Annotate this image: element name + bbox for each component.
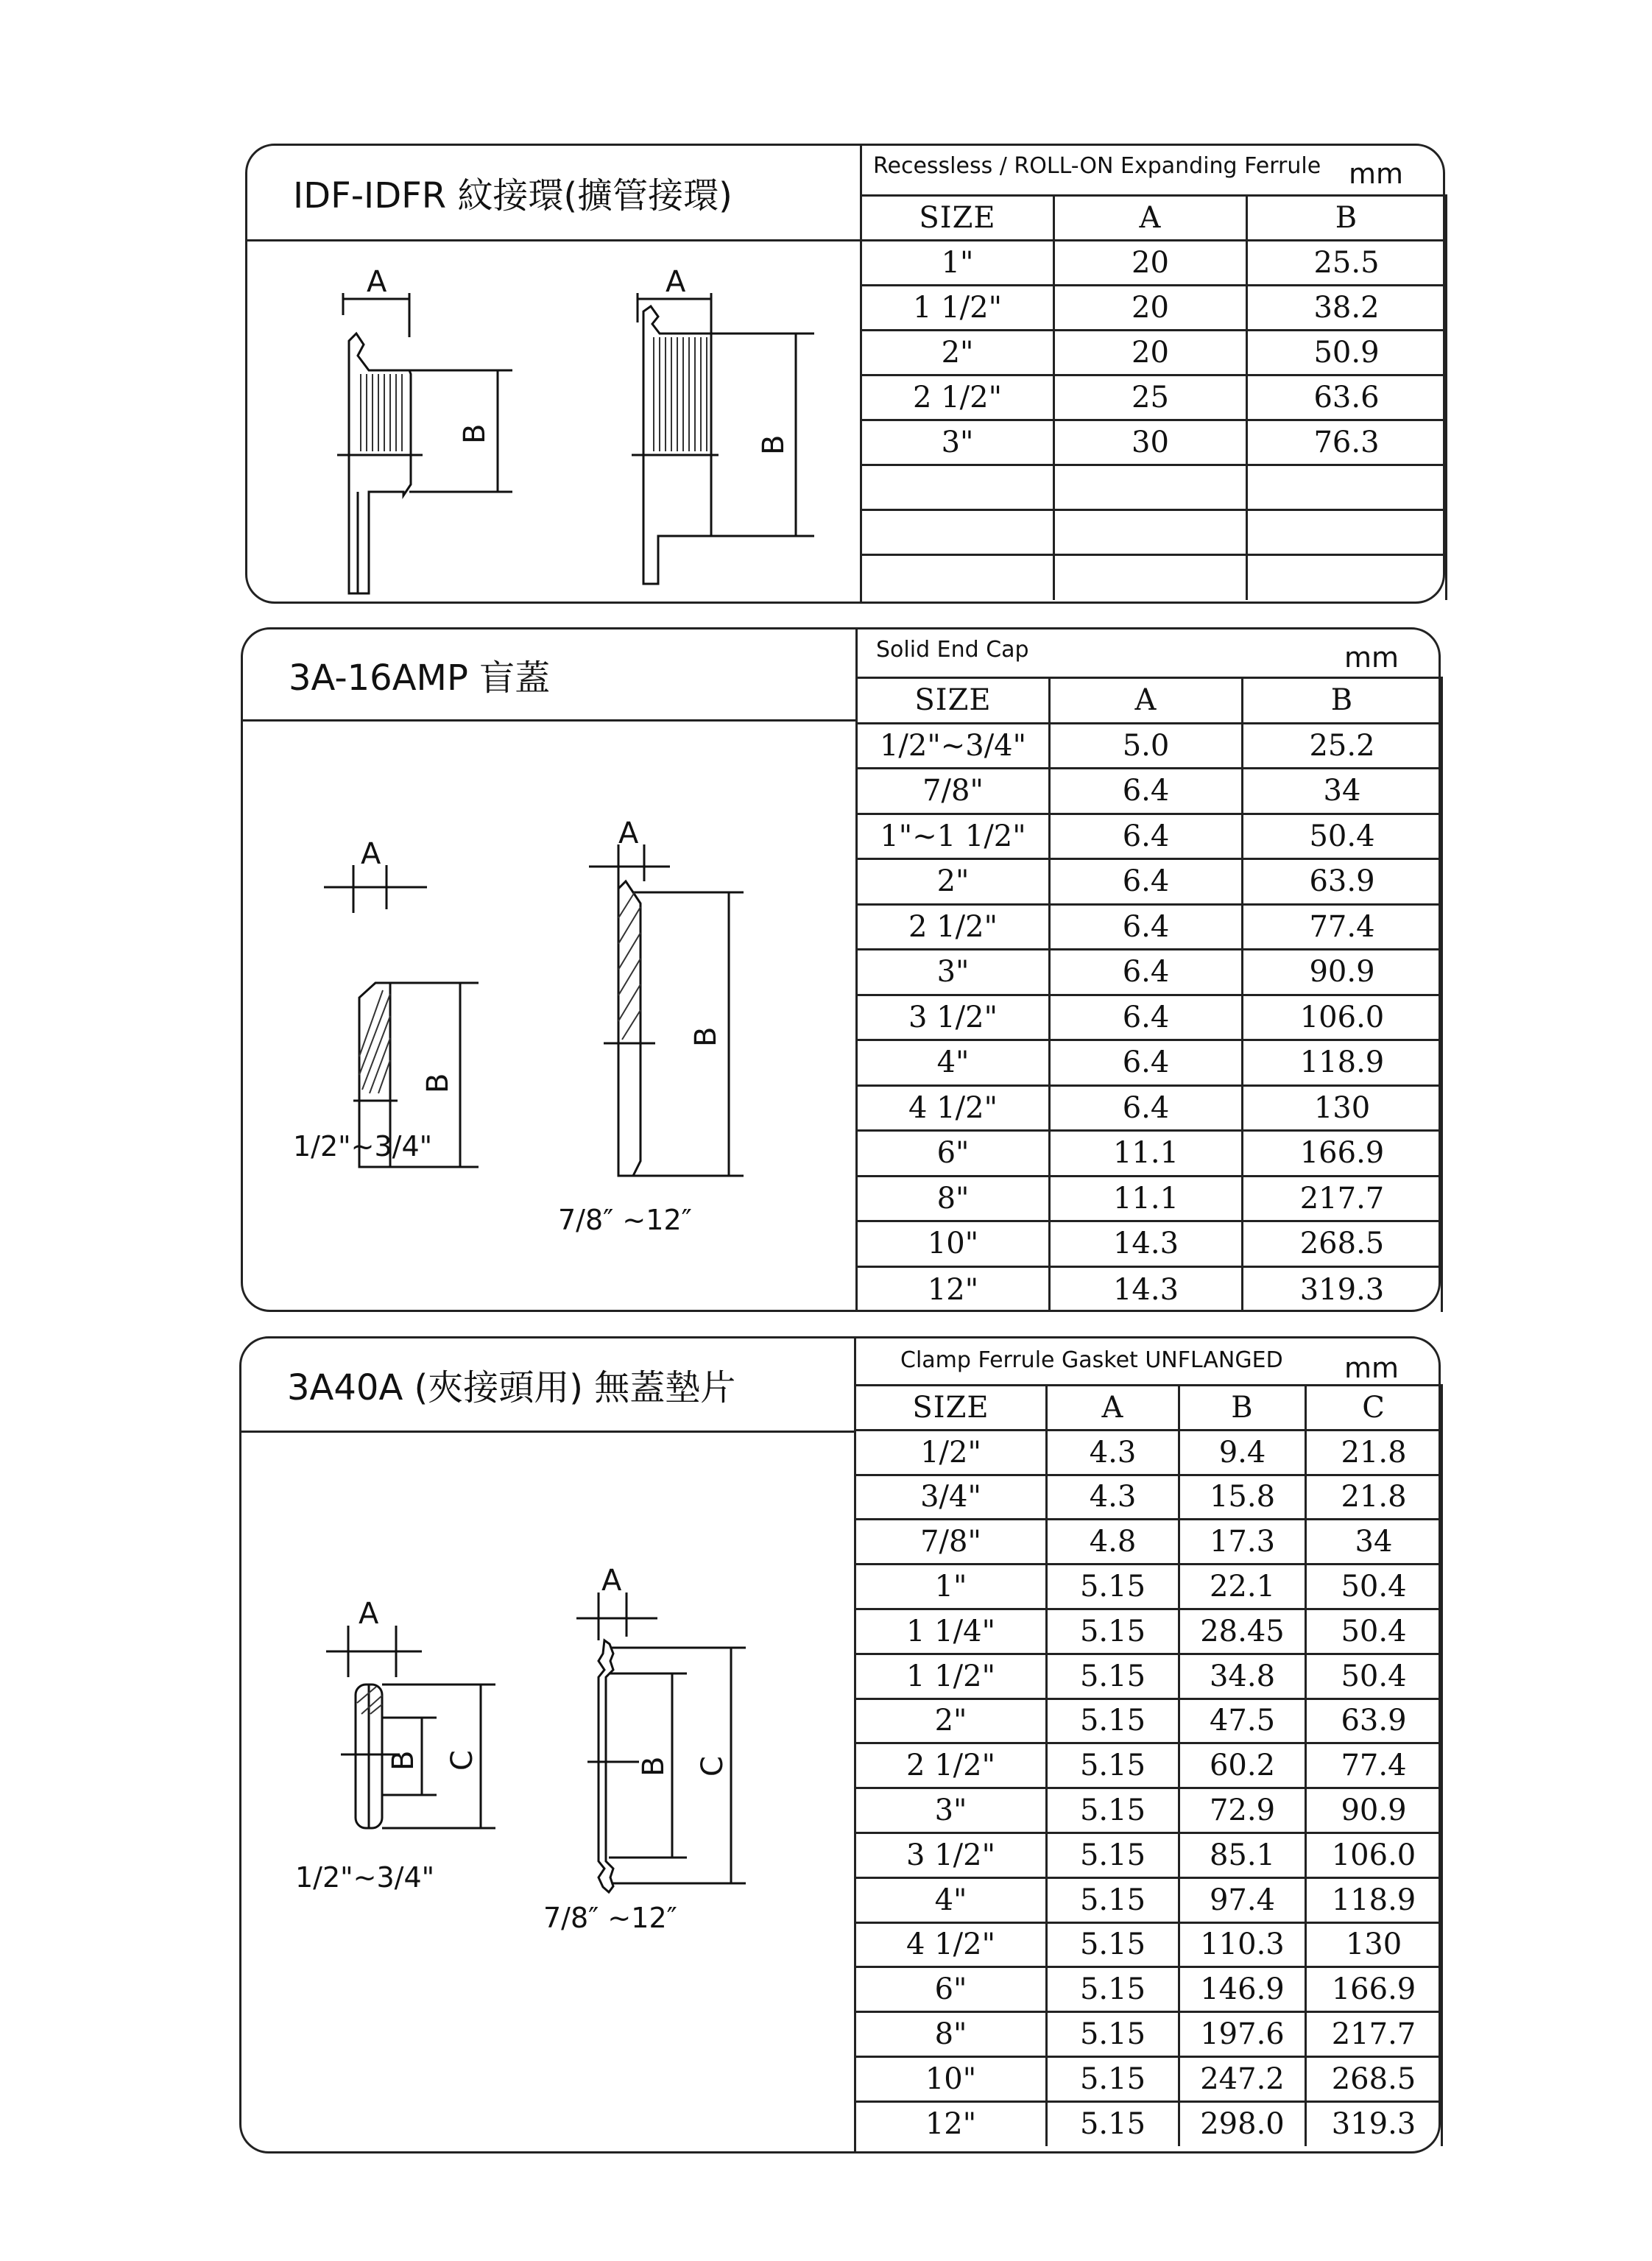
value-cell: 6.4 bbox=[1050, 814, 1243, 859]
value-cell: 5.15 bbox=[1047, 1699, 1179, 1743]
value-cell: 146.9 bbox=[1179, 1967, 1306, 2012]
table-row bbox=[855, 1833, 1442, 1877]
table-row bbox=[855, 1788, 1442, 1833]
value-cell: 5.15 bbox=[1047, 1743, 1179, 1788]
spec-table bbox=[854, 1384, 1443, 2146]
size-cell: 7/8" bbox=[855, 1520, 1047, 1565]
unit-label: mm bbox=[1344, 1352, 1399, 1384]
column-header: B bbox=[1247, 196, 1447, 241]
value-cell: 63.9 bbox=[1306, 1699, 1442, 1743]
size-cell: 1" bbox=[855, 1565, 1047, 1609]
size-cell: 1 1/4" bbox=[855, 1609, 1047, 1654]
table-row bbox=[855, 1967, 1442, 2012]
dim-label-a: A bbox=[618, 816, 639, 850]
value-cell: 22.1 bbox=[1179, 1565, 1306, 1609]
size-cell: 10" bbox=[855, 2056, 1047, 2101]
table-row bbox=[861, 510, 1447, 555]
value-cell: 166.9 bbox=[1243, 1131, 1442, 1177]
value-cell: 130 bbox=[1306, 1922, 1442, 1967]
value-cell: 5.15 bbox=[1047, 1788, 1179, 1833]
value-cell: 11.1 bbox=[1050, 1131, 1243, 1177]
table-row bbox=[861, 465, 1447, 510]
value-cell: 118.9 bbox=[1306, 1877, 1442, 1922]
value-cell: 90.9 bbox=[1243, 950, 1442, 995]
value-cell: 15.8 bbox=[1179, 1475, 1306, 1520]
table-row bbox=[857, 859, 1442, 905]
column-header: B bbox=[1243, 678, 1442, 724]
value-cell bbox=[1054, 555, 1247, 600]
dim-label-b: B bbox=[757, 434, 791, 455]
value-cell: 4.3 bbox=[1047, 1475, 1179, 1520]
table-row bbox=[861, 241, 1447, 286]
value-cell: 77.4 bbox=[1306, 1743, 1442, 1788]
drawing-caption: 7/8″ ~12″ bbox=[543, 1902, 677, 1934]
value-cell: 76.3 bbox=[1247, 420, 1447, 465]
column-header: SIZE bbox=[861, 196, 1054, 241]
value-cell: 25.2 bbox=[1243, 723, 1442, 769]
table-row bbox=[861, 375, 1447, 420]
value-cell: 72.9 bbox=[1179, 1788, 1306, 1833]
value-cell: 38.2 bbox=[1247, 286, 1447, 331]
value-cell bbox=[1054, 510, 1247, 555]
table-row bbox=[857, 1176, 1442, 1221]
value-cell: 5.15 bbox=[1047, 1967, 1179, 2012]
size-cell: 1" bbox=[861, 241, 1054, 286]
table-row bbox=[855, 1565, 1442, 1609]
value-cell: 217.7 bbox=[1243, 1176, 1442, 1221]
gasket-drawing-large bbox=[576, 1564, 797, 1905]
size-cell: 4 1/2" bbox=[857, 1085, 1050, 1131]
value-cell: 63.9 bbox=[1243, 859, 1442, 905]
value-cell: 6.4 bbox=[1050, 859, 1243, 905]
value-cell: 50.9 bbox=[1247, 331, 1447, 375]
size-cell bbox=[861, 510, 1054, 555]
value-cell: 20 bbox=[1054, 331, 1247, 375]
section-idf-idfr bbox=[245, 144, 1445, 604]
table-row bbox=[857, 1085, 1442, 1131]
value-cell: 20 bbox=[1054, 241, 1247, 286]
value-cell: 5.0 bbox=[1050, 723, 1243, 769]
value-cell: 21.8 bbox=[1306, 1475, 1442, 1520]
dim-label-a: A bbox=[361, 837, 381, 871]
value-cell bbox=[1054, 465, 1247, 510]
value-cell: 130 bbox=[1243, 1085, 1442, 1131]
value-cell: 97.4 bbox=[1179, 1877, 1306, 1922]
value-cell: 5.15 bbox=[1047, 1922, 1179, 1967]
table-row bbox=[857, 1221, 1442, 1267]
dim-label-c: C bbox=[696, 1756, 730, 1777]
table-row bbox=[857, 950, 1442, 995]
dim-label-b: B bbox=[689, 1026, 723, 1047]
value-cell: 217.7 bbox=[1306, 2012, 1442, 2057]
table-row bbox=[857, 769, 1442, 814]
size-cell: 3/4" bbox=[855, 1475, 1047, 1520]
value-cell: 5.15 bbox=[1047, 1833, 1179, 1877]
table-caption: Clamp Ferrule Gasket UNFLANGED bbox=[900, 1347, 1283, 1373]
section-title-bar bbox=[247, 146, 862, 241]
unit-label: mm bbox=[1348, 158, 1403, 190]
size-cell: 4" bbox=[855, 1877, 1047, 1922]
table-row bbox=[861, 555, 1447, 600]
dim-label-c: C bbox=[445, 1750, 479, 1771]
value-cell: 5.15 bbox=[1047, 2101, 1179, 2146]
table-row bbox=[855, 2012, 1442, 2057]
value-cell: 50.4 bbox=[1306, 1609, 1442, 1654]
size-cell: 3" bbox=[857, 950, 1050, 995]
value-cell: 6.4 bbox=[1050, 995, 1243, 1040]
value-cell bbox=[1247, 465, 1447, 510]
table-row bbox=[855, 1520, 1442, 1565]
section-title-bar bbox=[243, 629, 858, 722]
value-cell: 25 bbox=[1054, 375, 1247, 420]
ferrule-drawing-small bbox=[343, 265, 534, 588]
size-cell: 2 1/2" bbox=[861, 375, 1054, 420]
drawing-caption: 7/8″ ~12″ bbox=[558, 1204, 692, 1236]
dim-label-a: A bbox=[666, 265, 686, 299]
value-cell: 14.3 bbox=[1050, 1266, 1243, 1312]
drawing-caption: 1/2"~3/4" bbox=[295, 1861, 435, 1894]
table-caption: Solid End Cap bbox=[876, 637, 1029, 663]
value-cell: 50.4 bbox=[1306, 1565, 1442, 1609]
value-cell: 34 bbox=[1243, 769, 1442, 814]
value-cell: 110.3 bbox=[1179, 1922, 1306, 1967]
value-cell: 63.6 bbox=[1247, 375, 1447, 420]
value-cell: 5.15 bbox=[1047, 1565, 1179, 1609]
drawing-caption: 1/2"~3/4" bbox=[293, 1130, 433, 1163]
value-cell: 34 bbox=[1306, 1520, 1442, 1565]
size-cell: 6" bbox=[855, 1967, 1047, 2012]
spec-table bbox=[855, 677, 1443, 1312]
size-cell: 3 1/2" bbox=[857, 995, 1050, 1040]
table-row bbox=[857, 814, 1442, 859]
size-cell bbox=[861, 465, 1054, 510]
size-cell: 3 1/2" bbox=[855, 1833, 1047, 1877]
table-row bbox=[857, 723, 1442, 769]
value-cell: 85.1 bbox=[1179, 1833, 1306, 1877]
table-caption: Recessless / ROLL-ON Expanding Ferrule bbox=[873, 153, 1321, 179]
gasket-drawing-small bbox=[326, 1597, 547, 1887]
size-cell: 3" bbox=[855, 1788, 1047, 1833]
ferrule-drawing-large bbox=[638, 265, 858, 588]
size-cell: 12" bbox=[855, 2101, 1047, 2146]
value-cell: 20 bbox=[1054, 286, 1247, 331]
table-header-row bbox=[857, 678, 1442, 724]
value-cell: 4.8 bbox=[1047, 1520, 1179, 1565]
size-cell: 7/8" bbox=[857, 769, 1050, 814]
size-cell: 1"~1 1/2" bbox=[857, 814, 1050, 859]
value-cell: 106.0 bbox=[1306, 1833, 1442, 1877]
table-row bbox=[861, 286, 1447, 331]
column-header: SIZE bbox=[857, 678, 1050, 724]
end-cap-drawing-large bbox=[589, 816, 810, 1191]
size-cell: 8" bbox=[857, 1176, 1050, 1221]
column-header: A bbox=[1054, 196, 1247, 241]
value-cell: 77.4 bbox=[1243, 904, 1442, 950]
size-cell: 8" bbox=[855, 2012, 1047, 2057]
dim-label-a: A bbox=[359, 1597, 379, 1631]
section-title: 3A40A (夾接頭用) 無蓋墊片 bbox=[287, 1367, 736, 1408]
dim-label-a: A bbox=[367, 265, 387, 299]
value-cell: 5.15 bbox=[1047, 2056, 1179, 2101]
section-title: 3A-16AMP 盲蓋 bbox=[289, 657, 551, 699]
spec-table bbox=[860, 194, 1447, 600]
value-cell: 268.5 bbox=[1306, 2056, 1442, 2101]
size-cell: 4 1/2" bbox=[855, 1922, 1047, 1967]
table-row bbox=[855, 1609, 1442, 1654]
size-cell: 4" bbox=[857, 1040, 1050, 1086]
value-cell: 90.9 bbox=[1306, 1788, 1442, 1833]
value-cell: 6.4 bbox=[1050, 1085, 1243, 1131]
value-cell: 5.15 bbox=[1047, 2012, 1179, 2057]
value-cell: 5.15 bbox=[1047, 1877, 1179, 1922]
table-row bbox=[855, 1654, 1442, 1699]
value-cell: 319.3 bbox=[1243, 1266, 1442, 1312]
value-cell: 17.3 bbox=[1179, 1520, 1306, 1565]
table-row bbox=[855, 1699, 1442, 1743]
size-cell: 6" bbox=[857, 1131, 1050, 1177]
value-cell: 34.8 bbox=[1179, 1654, 1306, 1699]
table-row bbox=[857, 1131, 1442, 1177]
table-row bbox=[857, 995, 1442, 1040]
size-cell: 12" bbox=[857, 1266, 1050, 1312]
value-cell: 25.5 bbox=[1247, 241, 1447, 286]
size-cell: 3" bbox=[861, 420, 1054, 465]
end-cap-drawing-small bbox=[324, 837, 545, 1152]
value-cell: 166.9 bbox=[1306, 1967, 1442, 2012]
section-title: IDF-IDFR 紋接環(擴管接環) bbox=[293, 175, 733, 216]
value-cell: 4.3 bbox=[1047, 1430, 1179, 1475]
dim-label-b: B bbox=[458, 423, 492, 444]
value-cell: 50.4 bbox=[1243, 814, 1442, 859]
value-cell: 6.4 bbox=[1050, 904, 1243, 950]
dim-label-b: B bbox=[637, 1756, 671, 1777]
dim-label-b: B bbox=[386, 1750, 420, 1771]
table-row bbox=[857, 1266, 1442, 1312]
table-row bbox=[855, 1743, 1442, 1788]
table-row bbox=[857, 1040, 1442, 1086]
size-cell: 2 1/2" bbox=[855, 1743, 1047, 1788]
value-cell: 6.4 bbox=[1050, 1040, 1243, 1086]
size-cell: 2" bbox=[855, 1699, 1047, 1743]
column-header: C bbox=[1306, 1386, 1442, 1431]
section-3a40a bbox=[239, 1336, 1441, 2154]
value-cell: 9.4 bbox=[1179, 1430, 1306, 1475]
value-cell: 60.2 bbox=[1179, 1743, 1306, 1788]
value-cell: 47.5 bbox=[1179, 1699, 1306, 1743]
value-cell: 197.6 bbox=[1179, 2012, 1306, 2057]
value-cell: 106.0 bbox=[1243, 995, 1442, 1040]
size-cell: 2" bbox=[857, 859, 1050, 905]
column-header: A bbox=[1047, 1386, 1179, 1431]
dim-label-a: A bbox=[601, 1564, 622, 1598]
value-cell bbox=[1247, 510, 1447, 555]
value-cell: 28.45 bbox=[1179, 1609, 1306, 1654]
table-row bbox=[857, 904, 1442, 950]
value-cell bbox=[1247, 555, 1447, 600]
value-cell: 6.4 bbox=[1050, 769, 1243, 814]
size-cell: 1 1/2" bbox=[855, 1654, 1047, 1699]
size-cell: 1/2" bbox=[855, 1430, 1047, 1475]
value-cell: 298.0 bbox=[1179, 2101, 1306, 2146]
table-row bbox=[855, 1922, 1442, 1967]
table-row bbox=[855, 1475, 1442, 1520]
table-row bbox=[855, 2101, 1442, 2146]
table-row bbox=[861, 331, 1447, 375]
column-header: B bbox=[1179, 1386, 1306, 1431]
size-cell: 1/2"~3/4" bbox=[857, 723, 1050, 769]
value-cell: 14.3 bbox=[1050, 1221, 1243, 1267]
value-cell: 5.15 bbox=[1047, 1654, 1179, 1699]
value-cell: 21.8 bbox=[1306, 1430, 1442, 1475]
column-header: SIZE bbox=[855, 1386, 1047, 1431]
size-cell: 2 1/2" bbox=[857, 904, 1050, 950]
table-header-row bbox=[855, 1386, 1442, 1431]
size-cell: 10" bbox=[857, 1221, 1050, 1267]
size-cell bbox=[861, 555, 1054, 600]
table-row bbox=[855, 2056, 1442, 2101]
table-row bbox=[861, 420, 1447, 465]
size-cell: 1 1/2" bbox=[861, 286, 1054, 331]
value-cell: 6.4 bbox=[1050, 950, 1243, 995]
table-caption-bar bbox=[876, 637, 1443, 681]
value-cell: 268.5 bbox=[1243, 1221, 1442, 1267]
table-row bbox=[855, 1877, 1442, 1922]
value-cell: 11.1 bbox=[1050, 1176, 1243, 1221]
table-header-row bbox=[861, 196, 1447, 241]
value-cell: 30 bbox=[1054, 420, 1247, 465]
size-cell: 2" bbox=[861, 331, 1054, 375]
value-cell: 319.3 bbox=[1306, 2101, 1442, 2146]
value-cell: 118.9 bbox=[1243, 1040, 1442, 1086]
section-3a-16amp bbox=[241, 627, 1441, 1312]
value-cell: 5.15 bbox=[1047, 1609, 1179, 1654]
dim-label-b: B bbox=[421, 1073, 455, 1093]
table-caption-bar bbox=[873, 153, 1447, 197]
column-header: A bbox=[1050, 678, 1243, 724]
unit-label: mm bbox=[1344, 641, 1399, 674]
table-row bbox=[855, 1430, 1442, 1475]
section-title-bar bbox=[241, 1338, 856, 1433]
value-cell: 50.4 bbox=[1306, 1654, 1442, 1699]
value-cell: 247.2 bbox=[1179, 2056, 1306, 2101]
